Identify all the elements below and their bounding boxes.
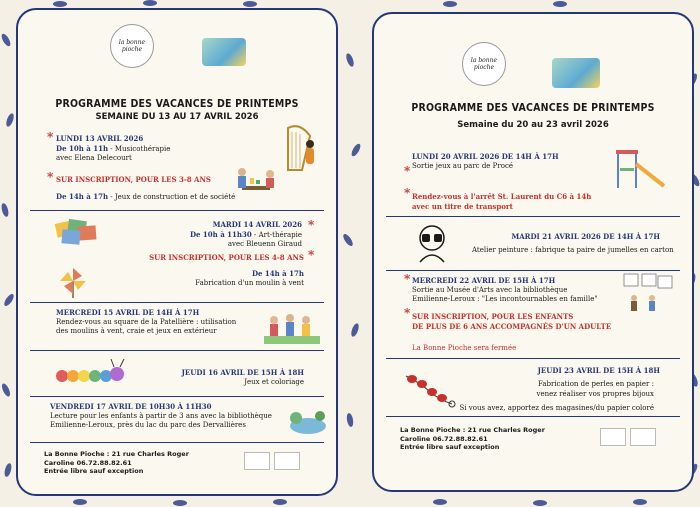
wednesday-line2: Emilienne-Leroux : "Les incontournables en famille"	[412, 295, 598, 303]
construction-game-illustration	[232, 164, 280, 208]
monday-notice1: Rendez-vous à l'arrêt St. Laurent du C6 à 14h	[412, 192, 592, 201]
friday-block	[50, 402, 272, 431]
thursday-line1: Jeux et coloriage	[244, 377, 304, 386]
wednesday-notice2: DE PLUS DE 6 ANS ACCOMPAGNÉS D'UN ADULTE	[412, 321, 612, 331]
wednesday-notice1: SUR INSCRIPTION, POUR LES ENFANTS	[412, 312, 574, 321]
asterisk-icon: *	[404, 186, 411, 200]
tuesday-slot2-block	[104, 269, 304, 288]
wednesday-day: MERCREDI 15 AVRIL DE 14H À 17H	[56, 308, 200, 317]
footer-entry: Entrée libre sauf exception	[44, 467, 144, 475]
tuesday-slot1-activity: - Art-thérapie	[251, 230, 302, 239]
wednesday-block	[56, 308, 236, 337]
monday-notice	[412, 192, 591, 211]
tuesday-slot1-with: avec Bleuenn Giraud	[227, 240, 302, 248]
tuesday-day: MARDI 14 AVRIL 2026	[212, 220, 302, 229]
section-divider	[30, 302, 324, 303]
wednesday-notice	[412, 312, 611, 331]
binoculars-girl-illustration	[412, 222, 452, 264]
bibliotheque-logo	[600, 428, 626, 446]
footer-address: La Bonne Pioche : 21 rue Charles Roger	[400, 426, 545, 434]
footer-info	[400, 426, 545, 452]
poster-week-2	[372, 12, 694, 492]
asterisk-icon: *	[47, 130, 54, 144]
wednesday-day: MERCREDI 22 AVRIL DE 15H À 17H	[412, 276, 556, 285]
footer-contact: Caroline 06.72.88.82.61	[44, 458, 132, 467]
section-divider	[30, 350, 324, 351]
thursday-line1: Fabrication de perles en papier :	[537, 380, 654, 388]
tuesday-block	[82, 220, 302, 250]
asterisk-icon: *	[47, 170, 54, 184]
wednesday-line1: Sortie au Musée d'Arts avec la bibliothèque	[412, 285, 568, 294]
tuesday-slot2-activity: Fabrication d'un moulin à vent	[195, 278, 304, 287]
bibliotheque-logo	[244, 452, 270, 470]
footer-info	[44, 450, 189, 476]
thursday-block	[104, 368, 304, 387]
section-divider	[30, 442, 324, 443]
tuesday-notice: SUR INSCRIPTION, POUR LES 4-8 ANS	[149, 253, 304, 262]
prefecture-logo	[274, 452, 300, 470]
tuesday-line1: Atelier peinture : fabrique ta paire de jumelles en carton	[472, 246, 674, 254]
page-title: PROGRAMME DES VACANCES DE PRINTEMPS	[55, 98, 299, 110]
thursday-day: JEUDI 23 AVRIL DE 15H À 18H	[537, 366, 660, 375]
section-divider	[30, 210, 324, 211]
section-divider	[30, 396, 324, 397]
monday-slot2	[56, 192, 235, 203]
thursday-day: JEUDI 16 AVRIL DE 15H À 18H	[181, 368, 304, 377]
tuesday-slot1-time: De 10h à 11h30	[189, 229, 252, 239]
monday-slot1-with: avec Elena Delecourt	[56, 154, 132, 162]
monday-day: LUNDI 20 AVRIL 2026 DE 14H À 17H	[412, 152, 559, 161]
children-photo	[202, 38, 246, 66]
section-divider	[386, 216, 680, 217]
monday-slot1	[56, 144, 170, 155]
friday-day: VENDREDI 17 AVRIL DE 10H30 À 11H30	[50, 402, 212, 411]
la-bonne-pioche-logo	[462, 42, 506, 86]
wednesday-line1: Rendez-vous au square de la Patellière : utilisation	[56, 317, 237, 326]
partner-logos	[244, 452, 300, 470]
monday-notice: SUR INSCRIPTION, POUR LES 3-8 ANS	[56, 175, 211, 184]
week-subtitle: SEMAINE DU 13 AU 17 AVRIL 2026	[95, 112, 259, 122]
asterisk-icon: *	[308, 248, 315, 262]
friday-line1: Lecture pour les enfants à partir de 3 ans avec la bibliothèque	[50, 411, 272, 420]
week-subtitle: Semaine du 20 au 23 avril 2026	[457, 120, 609, 130]
poster-week-1	[16, 8, 338, 496]
friday-line2: Emilienne-Leroux, près du lac du parc des Dervallières	[50, 421, 246, 429]
monday-day: LUNDI 13 AVRIL 2026	[56, 134, 144, 143]
footer-address: La Bonne Pioche : 21 rue Charles Roger	[44, 450, 189, 458]
thursday-line3: Si vous avez, apportez des magasines/du papier coloré	[459, 404, 654, 412]
asterisk-icon: *	[404, 164, 411, 178]
tuesday-block	[420, 232, 660, 242]
asterisk-icon: *	[404, 306, 411, 320]
monday-line1: Sortie jeux au parc de Procé	[412, 161, 514, 170]
playground-illustration	[614, 144, 670, 190]
footer-contact: Caroline 06.72.88.82.61	[400, 434, 488, 443]
thursday-lines	[434, 380, 654, 399]
asterisk-icon: *	[308, 218, 315, 232]
tuesday-slot1	[82, 230, 302, 241]
partner-logos	[600, 428, 656, 446]
monday-slot2-time: De 14h à 17h	[56, 192, 109, 201]
monday-block	[56, 134, 170, 164]
logo-text: la bonne pioche	[470, 57, 498, 71]
prefecture-logo	[630, 428, 656, 446]
tuesday-slot2-time: De 14h à 17h	[251, 269, 304, 278]
section-divider	[386, 416, 680, 417]
monday-slot1-activity: - Musicothérapie	[108, 144, 171, 153]
monday-slot1-time: De 10h à 11h	[56, 143, 109, 153]
children-photo	[552, 58, 600, 88]
wednesday-block	[412, 276, 598, 305]
footer-entry: Entrée libre sauf exception	[400, 443, 500, 451]
museum-gallery-illustration	[622, 272, 674, 312]
monday-slot2-activity: - Jeux de construction et de société	[108, 193, 236, 201]
page-title: PROGRAMME DES VACANCES DE PRINTEMPS	[411, 102, 655, 114]
wednesday-line2: des moulins à vent, craie et jeux en extérieur	[56, 327, 217, 335]
wednesday-closed: La Bonne Pioche sera fermée	[412, 344, 517, 352]
monday-block	[412, 152, 559, 171]
section-divider	[386, 270, 680, 271]
section-divider	[386, 358, 680, 359]
thursday-line2: venez réaliser vos propres bijoux	[536, 389, 654, 398]
kids-playing-illustration	[264, 310, 320, 346]
logo-text: la bonne pioche	[118, 39, 146, 53]
la-bonne-pioche-logo	[110, 24, 154, 68]
lake-illustration	[288, 410, 328, 436]
asterisk-icon: *	[404, 272, 411, 286]
pinwheel-illustration	[58, 266, 88, 298]
monday-notice2: avec un titre de transport	[412, 201, 513, 211]
harpist-illustration	[280, 122, 316, 172]
tuesday-day: MARDI 21 AVRIL 2026 DE 14H À 17H	[511, 232, 660, 241]
